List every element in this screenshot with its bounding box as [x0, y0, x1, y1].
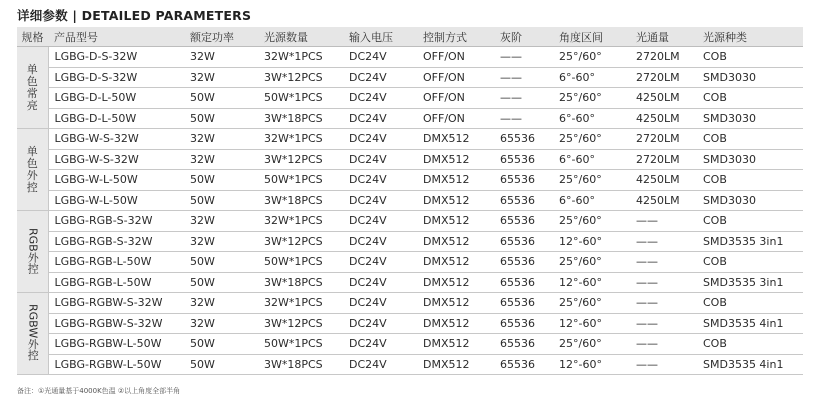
angle-cell: 25°/60°	[553, 47, 630, 68]
source-type-cell: SMD3030	[697, 149, 803, 170]
grayscale-cell: 65536	[494, 190, 553, 211]
angle-cell: 6°-60°	[553, 149, 630, 170]
source-type-cell: COB	[697, 211, 803, 232]
table-row	[17, 231, 803, 252]
voltage-cell: DC24V	[343, 190, 417, 211]
header-model: 产品型号	[48, 27, 184, 47]
source-count-cell: 3W*12PCS	[258, 67, 343, 88]
lumen-cell: ——	[630, 252, 697, 273]
source-count-cell: 50W*1PCS	[258, 88, 343, 109]
grayscale-cell: 65536	[494, 231, 553, 252]
power-cell: 50W	[184, 252, 258, 273]
model-cell: LGBG-W-S-32W	[48, 129, 184, 150]
source-type-cell: COB	[697, 293, 803, 314]
model-cell: LGBG-D-L-50W	[48, 88, 184, 109]
source-type-cell: SMD3030	[697, 108, 803, 129]
control-cell: OFF/ON	[417, 67, 494, 88]
header-angle: 角度区间	[553, 27, 630, 47]
lumen-cell: ——	[630, 354, 697, 375]
grayscale-cell: 65536	[494, 129, 553, 150]
voltage-cell: DC24V	[343, 231, 417, 252]
lumen-cell: 2720LM	[630, 149, 697, 170]
angle-cell: 25°/60°	[553, 88, 630, 109]
voltage-cell: DC24V	[343, 334, 417, 355]
angle-cell: 25°/60°	[553, 211, 630, 232]
voltage-cell: DC24V	[343, 108, 417, 129]
category-label: RGB外控	[26, 227, 40, 274]
control-cell: DMX512	[417, 334, 494, 355]
category-cell	[17, 47, 48, 129]
table-row	[17, 211, 803, 232]
source-count-cell: 50W*1PCS	[258, 170, 343, 191]
lumen-cell: ——	[630, 272, 697, 293]
control-cell: OFF/ON	[417, 88, 494, 109]
angle-cell: 6°-60°	[553, 190, 630, 211]
source-type-cell: COB	[697, 88, 803, 109]
table-row	[17, 272, 803, 293]
source-count-cell: 32W*1PCS	[258, 47, 343, 68]
lumen-cell: 4250LM	[630, 190, 697, 211]
source-type-cell: SMD3535 3in1	[697, 231, 803, 252]
control-cell: DMX512	[417, 211, 494, 232]
grayscale-cell: 65536	[494, 334, 553, 355]
table-row	[17, 313, 803, 334]
grayscale-cell: 65536	[494, 170, 553, 191]
control-cell: DMX512	[417, 272, 494, 293]
power-cell: 50W	[184, 170, 258, 191]
grayscale-cell: 65536	[494, 149, 553, 170]
source-count-cell: 32W*1PCS	[258, 211, 343, 232]
power-cell: 32W	[184, 231, 258, 252]
table-body	[17, 47, 803, 375]
power-cell: 50W	[184, 88, 258, 109]
header-control: 控制方式	[417, 27, 494, 47]
source-count-cell: 3W*18PCS	[258, 108, 343, 129]
grayscale-cell: 65536	[494, 313, 553, 334]
source-type-cell: COB	[697, 334, 803, 355]
footnote: 备注：①光通量基于4000K色温 ②以上角度全部半角	[17, 387, 181, 395]
voltage-cell: DC24V	[343, 170, 417, 191]
angle-cell: 12°-60°	[553, 313, 630, 334]
lumen-cell: ——	[630, 313, 697, 334]
source-type-cell: SMD3030	[697, 190, 803, 211]
control-cell: DMX512	[417, 190, 494, 211]
page-title: 详细参数 | DETAILED PARAMETERS	[17, 8, 252, 23]
model-cell: LGBG-RGB-S-32W	[48, 211, 184, 232]
power-cell: 50W	[184, 190, 258, 211]
model-cell: LGBG-RGB-S-32W	[48, 231, 184, 252]
lumen-cell: ——	[630, 231, 697, 252]
voltage-cell: DC24V	[343, 88, 417, 109]
model-cell: LGBG-RGB-L-50W	[48, 272, 184, 293]
power-cell: 50W	[184, 334, 258, 355]
model-cell: LGBG-RGBW-S-32W	[48, 293, 184, 314]
source-type-cell: COB	[697, 170, 803, 191]
category-cell	[17, 293, 48, 375]
voltage-cell: DC24V	[343, 252, 417, 273]
power-cell: 32W	[184, 47, 258, 68]
grayscale-cell: 65536	[494, 293, 553, 314]
angle-cell: 12°-60°	[553, 354, 630, 375]
source-count-cell: 50W*1PCS	[258, 252, 343, 273]
control-cell: DMX512	[417, 231, 494, 252]
model-cell: LGBG-RGBW-L-50W	[48, 334, 184, 355]
angle-cell: 25°/60°	[553, 334, 630, 355]
source-count-cell: 50W*1PCS	[258, 334, 343, 355]
source-type-cell: SMD3535 4in1	[697, 354, 803, 375]
power-cell: 50W	[184, 272, 258, 293]
model-cell: LGBG-RGBW-L-50W	[48, 354, 184, 375]
category-label: 单色常亮	[26, 62, 38, 112]
power-cell: 50W	[184, 108, 258, 129]
table-header-row	[17, 27, 803, 47]
source-count-cell: 3W*12PCS	[258, 313, 343, 334]
model-cell: LGBG-RGB-L-50W	[48, 252, 184, 273]
source-type-cell: SMD3535 4in1	[697, 313, 803, 334]
model-cell: LGBG-W-L-50W	[48, 170, 184, 191]
source-type-cell: COB	[697, 129, 803, 150]
header-spec: 规格	[17, 27, 48, 47]
grayscale-cell: ——	[494, 47, 553, 68]
power-cell: 32W	[184, 313, 258, 334]
header-source-type: 光源种类	[697, 27, 803, 47]
table-row	[17, 170, 803, 191]
control-cell: DMX512	[417, 252, 494, 273]
table-row	[17, 334, 803, 355]
table-row	[17, 88, 803, 109]
power-cell: 32W	[184, 67, 258, 88]
control-cell: DMX512	[417, 129, 494, 150]
control-cell: DMX512	[417, 293, 494, 314]
header-lumen: 光通量	[630, 27, 697, 47]
lumen-cell: 4250LM	[630, 88, 697, 109]
power-cell: 50W	[184, 354, 258, 375]
control-cell: DMX512	[417, 313, 494, 334]
grayscale-cell: 65536	[494, 272, 553, 293]
table-row	[17, 190, 803, 211]
grayscale-cell: ——	[494, 67, 553, 88]
lumen-cell: 2720LM	[630, 129, 697, 150]
parameters-table	[17, 27, 803, 375]
voltage-cell: DC24V	[343, 149, 417, 170]
power-cell: 32W	[184, 129, 258, 150]
control-cell: OFF/ON	[417, 47, 494, 68]
table-row	[17, 252, 803, 273]
category-label: RGBW外控	[26, 304, 40, 361]
voltage-cell: DC24V	[343, 293, 417, 314]
control-cell: DMX512	[417, 354, 494, 375]
table-row	[17, 47, 803, 68]
model-cell: LGBG-W-L-50W	[48, 190, 184, 211]
category-cell	[17, 211, 48, 293]
source-count-cell: 3W*18PCS	[258, 272, 343, 293]
angle-cell: 12°-60°	[553, 231, 630, 252]
angle-cell: 6°-60°	[553, 108, 630, 129]
source-type-cell: SMD3030	[697, 67, 803, 88]
voltage-cell: DC24V	[343, 211, 417, 232]
table-row	[17, 293, 803, 314]
lumen-cell: ——	[630, 293, 697, 314]
source-count-cell: 3W*12PCS	[258, 231, 343, 252]
lumen-cell: 2720LM	[630, 67, 697, 88]
power-cell: 32W	[184, 149, 258, 170]
table-row	[17, 129, 803, 150]
source-count-cell: 3W*12PCS	[258, 149, 343, 170]
grayscale-cell: 65536	[494, 211, 553, 232]
voltage-cell: DC24V	[343, 354, 417, 375]
header-grayscale: 灰阶	[494, 27, 553, 47]
angle-cell: 25°/60°	[553, 170, 630, 191]
source-count-cell: 32W*1PCS	[258, 293, 343, 314]
grayscale-cell: ——	[494, 108, 553, 129]
source-type-cell: COB	[697, 47, 803, 68]
source-count-cell: 32W*1PCS	[258, 129, 343, 150]
model-cell: LGBG-D-S-32W	[48, 47, 184, 68]
header-voltage: 输入电压	[343, 27, 417, 47]
angle-cell: 25°/60°	[553, 252, 630, 273]
header-source-count: 光源数量	[258, 27, 343, 47]
voltage-cell: DC24V	[343, 272, 417, 293]
table-row	[17, 354, 803, 375]
category-cell	[17, 129, 48, 211]
voltage-cell: DC24V	[343, 67, 417, 88]
category-label: 单色外控	[26, 144, 38, 194]
header-power: 额定功率	[184, 27, 258, 47]
lumen-cell: ——	[630, 211, 697, 232]
control-cell: OFF/ON	[417, 108, 494, 129]
model-cell: LGBG-RGBW-S-32W	[48, 313, 184, 334]
lumen-cell: ——	[630, 334, 697, 355]
angle-cell: 25°/60°	[553, 129, 630, 150]
source-type-cell: SMD3535 3in1	[697, 272, 803, 293]
grayscale-cell: ——	[494, 88, 553, 109]
lumen-cell: 2720LM	[630, 47, 697, 68]
angle-cell: 25°/60°	[553, 293, 630, 314]
lumen-cell: 4250LM	[630, 170, 697, 191]
control-cell: DMX512	[417, 149, 494, 170]
power-cell: 32W	[184, 293, 258, 314]
source-count-cell: 3W*18PCS	[258, 190, 343, 211]
voltage-cell: DC24V	[343, 47, 417, 68]
power-cell: 32W	[184, 211, 258, 232]
voltage-cell: DC24V	[343, 129, 417, 150]
table-row	[17, 67, 803, 88]
grayscale-cell: 65536	[494, 252, 553, 273]
control-cell: DMX512	[417, 170, 494, 191]
angle-cell: 12°-60°	[553, 272, 630, 293]
table-row	[17, 149, 803, 170]
grayscale-cell: 65536	[494, 354, 553, 375]
source-count-cell: 3W*18PCS	[258, 354, 343, 375]
lumen-cell: 4250LM	[630, 108, 697, 129]
model-cell: LGBG-D-S-32W	[48, 67, 184, 88]
angle-cell: 6°-60°	[553, 67, 630, 88]
model-cell: LGBG-D-L-50W	[48, 108, 184, 129]
table-row	[17, 108, 803, 129]
voltage-cell: DC24V	[343, 313, 417, 334]
source-type-cell: COB	[697, 252, 803, 273]
model-cell: LGBG-W-S-32W	[48, 149, 184, 170]
